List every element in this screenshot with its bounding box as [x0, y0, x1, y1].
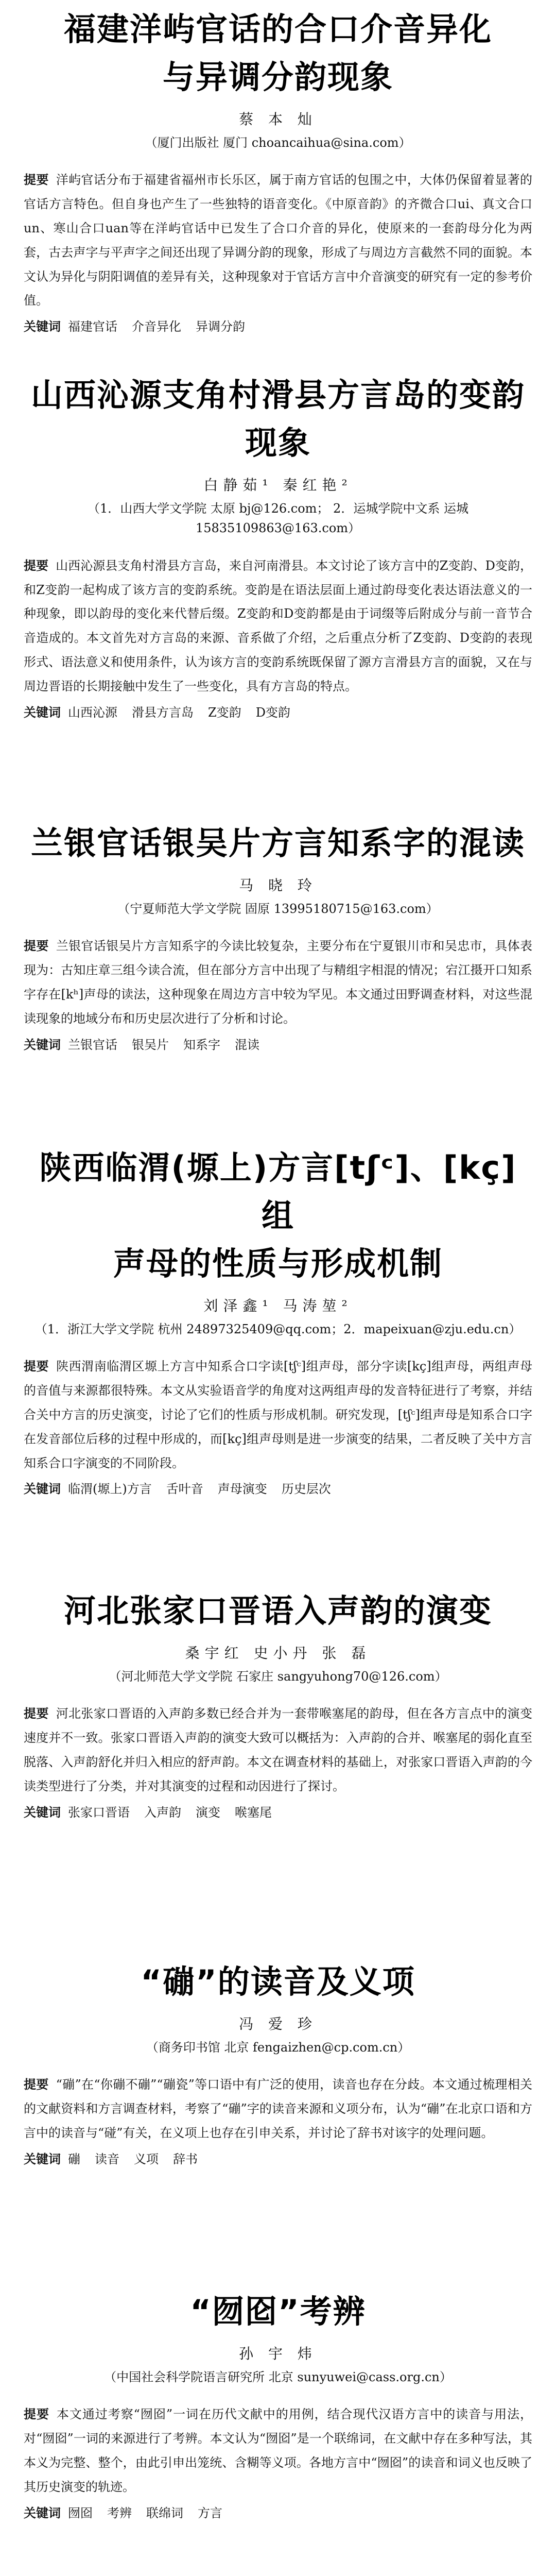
abstract-label: 提要 — [24, 2077, 49, 2092]
keyword: 方言 — [198, 2505, 222, 2520]
article-keywords — [24, 1802, 532, 1824]
article-author: 马 晓 玲 — [239, 877, 317, 894]
article-affiliation: （河北师范大学文学院 石家庄 sangyuhong70@126.com） — [109, 1669, 447, 1684]
keyword: 读音 — [95, 2151, 119, 2166]
article-title-line: 福建洋屿官话的合口介音异化 — [63, 10, 492, 48]
keywords-label: 关键词 — [24, 1482, 61, 1497]
article-affiliation: （中国社会科学院语言研究所 北京 sunyuwei@cass.org.cn） — [104, 2370, 452, 2384]
article-author: 孙 宇 炜 — [239, 2345, 317, 2362]
abstract-label: 提要 — [24, 173, 49, 188]
article-6 — [0, 1958, 556, 2277]
article-4 — [0, 1144, 556, 1577]
abstract-label: 提要 — [24, 1706, 49, 1721]
article-title-line: 兰银官话银吴片方言知系字的混读 — [30, 824, 525, 862]
article-5 — [0, 1587, 556, 1947]
keyword: 知系字 — [183, 1037, 220, 1052]
keyword: 辞书 — [173, 2151, 198, 2166]
abstract-text: 兰银官话银吴片方言知系字的今读比较复杂，主要分布在宁夏银川市和吴忠市，具体表现为：古知庄章三组今读合流，但在部分方言中出现了与精组字相混的情况；宕江摄开口知系字存在[kʰ]声母的读法，这种现象在周边方言中较为罕见。本文通过田野调查材料，对这些混读现象的地域分布和历史层次进行了分析和讨论。 — [24, 939, 532, 1026]
article-1 — [0, 5, 556, 361]
keywords-label: 关键词 — [24, 1805, 61, 1820]
article-abstract — [24, 2402, 532, 2499]
keyword: 演变 — [196, 1805, 220, 1820]
keyword: 介音异化 — [132, 319, 181, 334]
keyword: 兰银官话 — [68, 1037, 117, 1052]
article-affiliation: （1．浙江大学文学院 杭州 24897325409@qq.com；2．mapeixuan@zju.edu.cn） — [34, 1322, 522, 1336]
keywords-label: 关键词 — [24, 705, 61, 720]
article-affiliation: （商务印书馆 北京 fengaizhen@cp.com.cn） — [146, 2040, 410, 2055]
abstract-text: 河北张家口晋语的入声韵多数已经合并为一套带喉塞尾的韵母，但在各方言点中的演变速度并不一致。张家口晋语入声韵的演变大致可以概括为：入声韵的合并、喉塞尾的弱化直至脱落、入声韵舒化并归入相应的舒声韵。本文在调查材料的基础上，对张家口晋语入声韵的今读类型进行了分类，并对其演变的过程和动因进行了探讨。 — [24, 1706, 532, 1793]
article-title — [24, 1958, 532, 2006]
article-author: 冯 爱 珍 — [239, 2015, 317, 2032]
article-abstract — [24, 2073, 532, 2145]
article-author: 蔡 本 灿 — [239, 111, 317, 128]
article-author: 刘泽鑫¹ 马涛堃² — [203, 1297, 353, 1314]
keyword: 银吴片 — [132, 1037, 169, 1052]
keyword: 张家口晋语 — [68, 1805, 130, 1820]
keywords-label: 关键词 — [24, 2151, 61, 2166]
article-title-line: 陕西临渭(塬上)方言[tʃᶜ]、[kç]组 — [39, 1149, 517, 1234]
keyword: 舌叶音 — [166, 1482, 203, 1497]
keyword: 异调分韵 — [196, 319, 245, 334]
keyword: 混读 — [235, 1037, 259, 1052]
article-title-line: 声母的性质与形成机制 — [113, 1245, 443, 1282]
keyword: 临渭(塬上)方言 — [68, 1482, 152, 1497]
abstract-label: 提要 — [24, 939, 49, 954]
keyword: 入声韵 — [144, 1805, 181, 1820]
article-keywords — [24, 2148, 532, 2171]
abstract-text: “磞”在“你磞不磞”“磞瓷”等口语中有广泛的使用，读音也存在分歧。本文通过梳理相关的文献资料和方言调查材料，考察了“磞”字的读音来源和义项分布，认为“磞”在北京口语和方言中的读音与“碰”有关，在义项上也存在引申关系，并讨论了辞书对该字的处理问题。 — [24, 2077, 532, 2140]
article-title — [24, 2287, 532, 2335]
article-3 — [0, 819, 556, 1133]
keyword: 滑县方言岛 — [132, 705, 194, 720]
article-affiliation: （宁夏师范大学文学院 固原 13995180715@163.com） — [117, 902, 439, 916]
article-abstract — [24, 1354, 532, 1475]
article-title — [24, 1144, 532, 1287]
article-title — [24, 819, 532, 867]
article-title-line: 山西沁源支角村滑县方言岛的变韵现象 — [30, 376, 525, 462]
article-abstract — [24, 934, 532, 1030]
keyword: D变韵 — [255, 705, 290, 720]
article-title-line: “囫囵”考辨 — [190, 2293, 366, 2330]
article-abstract — [24, 168, 532, 313]
article-title-line: 与异调分韵现象 — [162, 58, 393, 96]
keyword: 喉塞尾 — [235, 1805, 272, 1820]
article-keywords — [24, 2502, 532, 2524]
article-author: 白静茹¹ 秦红艳² — [203, 477, 353, 494]
abstract-label: 提要 — [24, 2407, 49, 2422]
keyword: 考辨 — [107, 2505, 132, 2520]
article-title-line: “磞”的读音及义项 — [141, 1963, 415, 2001]
keyword: 山西沁源 — [68, 705, 117, 720]
article-title-line: 河北张家口晋语入声韵的演变 — [63, 1592, 492, 1630]
abstract-text: 洋屿官话分布于福建省福州市长乐区，属于南方官话的包围之中，大体仍保留着显著的官话方言特色。但自身也产生了一些独特的语音变化。《中原音韵》的齐微合口ui、真文合口un、寒山合口uan等在洋屿官话中已发生了合口介音的异化，使原来的一套韵母分化为两套，古去声字与平声字之间还出现了异调分韵的现象，形成了与周边方言截然不同的面貌。本文认为异化与阴阳调值的差异有关，这种现象对于官话方言中介音演变的研究有一定的参考价值。 — [24, 173, 532, 308]
article-7 — [0, 2287, 556, 2576]
keyword: Z变韵 — [208, 705, 241, 720]
abstract-text: 山西沁源县支角村滑县方言岛，来自河南滑县。本文讨论了该方言中的Z变韵、D变韵，和Z变韵一起构成了该方言的变韵系统。变韵是在语法层面上通过韵母变化表达语法意义的一种现象，即以韵母的变化来代替后缀。Z变韵和D变韵都是由于词缀等后附成分与前一音节合音造成的。本文首先对方言岛的来源、音系做了介绍，之后重点分析了Z变韵、D变韵的表现形式、语法意义和使用条件，认为该方言的变韵系统既保留了源方言滑县方言的面貌，又在与周边晋语的长期接触中发生了一些变化，具有方言岛的特点。 — [24, 558, 532, 693]
keyword: 囫囵 — [68, 2505, 93, 2520]
article-abstract — [24, 554, 532, 699]
keywords-label: 关键词 — [24, 2505, 61, 2520]
article-title — [24, 5, 532, 101]
article-keywords — [24, 316, 532, 338]
keyword: 联绵词 — [146, 2505, 183, 2520]
abstract-label: 提要 — [24, 558, 49, 573]
article-affiliation: （厦门出版社 厦门 choancaihua@sina.com） — [145, 135, 411, 150]
article-affiliation: （1．山西大学文学院 太原 bj@126.com； 2．运城学院中文系 运城 15835109863@163.com） — [88, 501, 468, 536]
article-2 — [0, 371, 556, 809]
article-author: 桑宇红 史小丹 张 磊 — [185, 1645, 371, 1662]
keyword: 声母演变 — [217, 1482, 267, 1497]
article-keywords — [24, 702, 532, 724]
keyword: 福建官话 — [68, 319, 117, 334]
article-keywords — [24, 1478, 532, 1500]
abstract-text: 陕西渭南临渭区塬上方言中知系合口字读[tʃᶜ]组声母，部分字读[kç]组声母，两组声母的音值与来源都很特殊。本文从实验语音学的角度对这两组声母的发音特征进行了考察，并结合关中方言的历史演变，讨论了它们的性质与形成机制。研究发现，[tʃᶜ]组声母是知系合口字在发音部位后移的过程中形成的，而[kç]组声母则是进一步演变的结果，二者反映了关中方言知系合口字演变的不同阶段。 — [24, 1359, 533, 1470]
keyword: 历史层次 — [281, 1482, 331, 1497]
article-keywords — [24, 1034, 532, 1056]
article-abstract — [24, 1702, 532, 1798]
keyword: 磞 — [68, 2151, 80, 2166]
abstract-text: 本文通过考察“囫囵”一词在历代文献中的用例，结合现代汉语方言中的读音与用法，对“囫囵”一词的来源进行了考辨。本文认为“囫囵”是一个联绵词，在文献中存在多种写法，其本义为完整、整个，由此引申出笼统、含糊等义项。各地方言中“囫囵”的读音和词义也反映了其历史演变的轨迹。 — [24, 2407, 532, 2494]
keyword: 义项 — [134, 2151, 159, 2166]
abstract-label: 提要 — [24, 1359, 49, 1374]
keywords-label: 关键词 — [24, 1037, 61, 1052]
article-title — [24, 1587, 532, 1635]
keywords-label: 关键词 — [24, 319, 61, 334]
article-title — [24, 371, 532, 467]
